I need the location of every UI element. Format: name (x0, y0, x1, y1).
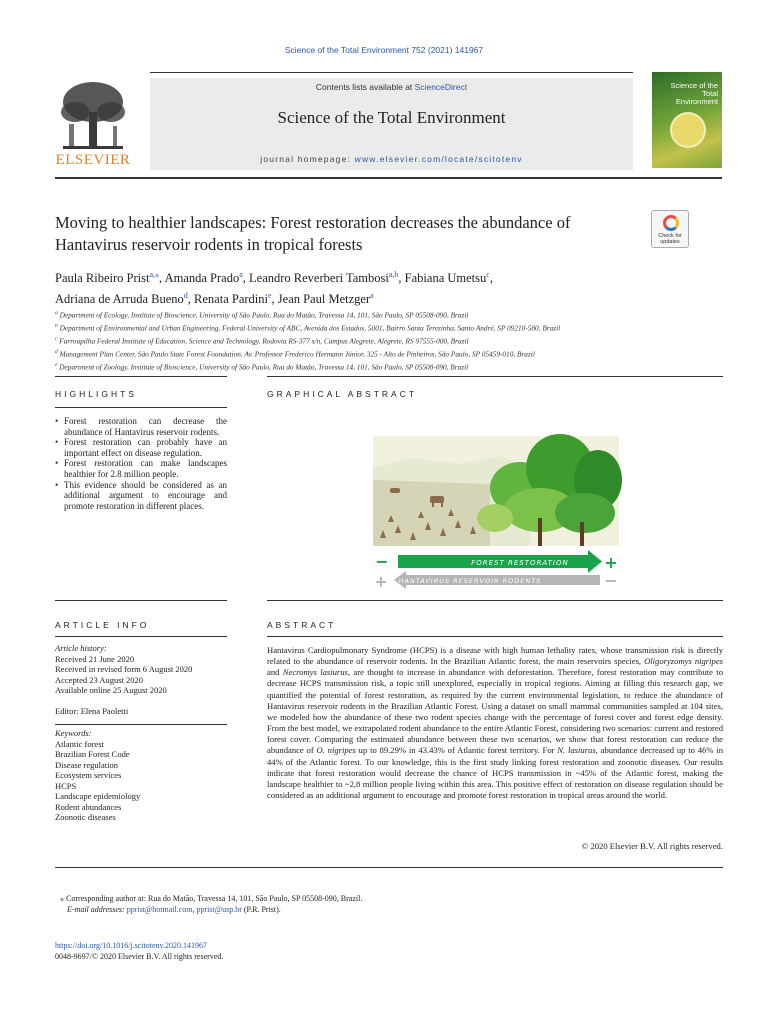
footer-rule (55, 867, 723, 868)
header-rule-bottom (55, 177, 722, 179)
graphical-abstract-image[interactable] (370, 418, 622, 593)
journal-masthead (150, 78, 633, 170)
graphical-abstract-heading: GRAPHICAL ABSTRACT (267, 389, 418, 399)
article-history-label: Article history: (55, 643, 107, 653)
contents-line: Contents lists available at ScienceDirect (315, 82, 468, 92)
affiliation-item: $^d$ Management Plan Center, São Paulo State Forest Foundation, Av. Professor Frederico Hermann Júnior, 325 - Alto de Pinheiros, São Paulo, SP 05459-010, Brazil (55, 349, 535, 359)
history-item: Accepted 23 August 2020 (55, 674, 144, 685)
author[interactable]: Leandro Reverberi Tambosi$^{a,b}$ (249, 270, 399, 286)
article-info-rule-top (55, 600, 227, 601)
highlight-item: • Forest restoration can probably have an important effect on disease regulation. (55, 437, 227, 458)
check-updates-icon (663, 215, 679, 231)
email-link[interactable]: pprist@usp.br (196, 905, 242, 914)
cover-title: Science of the Total Environment (670, 81, 718, 106)
journal-reference[interactable]: Science of the Total Environment 752 (2021) 141967 (284, 45, 484, 55)
abstract-rule-mid (267, 636, 723, 637)
keyword: Landscape epidemiology (55, 791, 141, 801)
editor: Editor: Elena Paoletti (55, 705, 129, 716)
article-title: Moving to healthier landscapes: Forest restoration decreases the abundance of Hantavirus reservoir rodents in tropical forests (55, 213, 571, 254)
highlights-rule-top (55, 376, 227, 377)
author[interactable]: Fabiana Umetsu$^c$ (404, 270, 490, 286)
keyword: Atlantic forest (55, 738, 104, 749)
history-item: Received in revised form 6 August 2020 (55, 664, 193, 674)
author[interactable]: Renata Pardini$^e$ (194, 291, 272, 307)
ga-rule-top (267, 376, 723, 377)
journal-cover-image[interactable] (652, 72, 722, 168)
doi-link[interactable]: https://doi.org/10.1016/j.scitotenv.2020.141967 (55, 941, 207, 950)
affiliation-item: $^e$ Department of Zoology, Institute of Bioscience, University of São Paulo, Rua do Matão, Travessa 14, 101, São Paulo, SP 05508-090, Brazil (55, 362, 469, 372)
journal-title: Science of the Total Environment (277, 108, 506, 127)
header-rule-top (150, 72, 633, 73)
affiliation-item: $^c$ Farroupilha Federal Institute of Education, Science and Technology, Rodovia RS-377 s/n, Campus Alegrete, Alegrete, RS 97555-000, Brazil (55, 336, 469, 346)
author[interactable]: Amanda Prado$^a$ (164, 270, 243, 286)
affiliation-item: $^a$ Department of Ecology, Institute of Bioscience, University of São Paulo, Rua do Matão, Travessa 14, 101, São Paulo, SP 05508-090, Brazil (55, 310, 469, 320)
cover-emblem (670, 112, 706, 148)
history-item: Received 21 June 2020 (55, 653, 135, 664)
keyword: Brazilian Forest Code (55, 749, 130, 759)
journal-homepage: journal homepage: www.elsevier.com/locate/scitotenv (260, 154, 523, 164)
keyword: Rodent abundances (55, 801, 122, 812)
ga-forest-restoration-arrow (375, 550, 617, 573)
affiliations (55, 308, 722, 373)
highlights-rule-bottom (55, 407, 227, 408)
highlights-heading: HIGHLIGHTS (55, 389, 137, 399)
author[interactable]: Paula Ribeiro Prist$^{a,⁎}$ (55, 270, 160, 286)
abstract-copyright: © 2020 Elsevier B.V. All rights reserved. (581, 841, 723, 851)
ga-minus-green: − (375, 552, 389, 571)
ga-forest-label: FOREST RESTORATION (471, 559, 569, 567)
abstract-heading: ABSTRACT (267, 620, 337, 630)
ga-plus-green: + (604, 553, 618, 572)
article-info-rule-mid (55, 636, 227, 637)
ga-rodent-arrow (374, 571, 617, 591)
keywords-rule (55, 724, 227, 725)
sciencedirect-link[interactable]: ScienceDirect (414, 82, 468, 92)
keyword: Disease regulation (55, 759, 119, 770)
corresponding-author-footnote: ⁎ Corresponding author at: Rua do Matão, Travessa 14, 101, São Paulo, SP 05508-090, Brazil. E-mail addresses: pprist@hotmail.com, pprist@usp.br (P.R. Prist). (60, 894, 363, 914)
history-item: Available online 25 August 2020 (55, 685, 167, 695)
ga-minus-gray: − (604, 571, 618, 590)
keyword: Ecosystem services (55, 770, 122, 780)
ga-rodent-label: HANTAVIRUS RESERVOIR RODENTS (398, 577, 542, 585)
check-updates-label: Check for updates (658, 233, 682, 245)
author[interactable]: Jean Paul Metzger$^a$ (277, 291, 374, 307)
highlight-item: • Forest restoration can make landscapes healthier for 2.8 million people. (55, 458, 227, 479)
highlights-list (55, 416, 227, 511)
journal-homepage-link[interactable]: www.elsevier.com/locate/scitotenv (354, 154, 523, 164)
author[interactable]: Adriana de Arruda Bueno$^d$ (55, 291, 188, 307)
article-info (55, 643, 227, 823)
doi-block (55, 940, 223, 962)
ga-plus-gray: + (374, 572, 388, 591)
email-link[interactable]: pprist@hotmail.com (126, 905, 193, 914)
elsevier-wordmark: ELSEVIER (55, 152, 131, 168)
highlight-item: • Forest restoration can decrease the abundance of Hantavirus reservoir rodents. (55, 416, 227, 437)
abstract-rule-top (267, 600, 723, 601)
keyword: HCPS (55, 780, 77, 791)
keywords-label: Keywords: (55, 728, 92, 738)
rights-line: 0048-9697/© 2020 Elsevier B.V. All rights reserved. (55, 952, 224, 961)
article-info-heading: ARTICLE INFO (55, 620, 150, 630)
author-list: Paula Ribeiro Prist$^{a,⁎}$, Amanda Prado$^a$, Leandro Reverberi Tambosi$^{a,b}$, Fabiana Umetsu$^c$, Adriana de Arruda Bueno$^d$, Renata Pardini$^e$, Jean Paul Metzger$^a$ (55, 270, 493, 307)
affiliation-item: $^b$ Department of Environmental and Urban Engineering, Federal University of ABC, Avenida dos Estados, 5001, Bairro Santa Terezinha, Santo André, SP 09210-580, Brazil (55, 323, 561, 333)
check-for-updates-button[interactable] (651, 210, 689, 248)
highlight-item: • This evidence should be considered as an additional argument to encourage and promote restoration in different places. (55, 480, 227, 512)
keyword: Zoonotic diseases (55, 812, 116, 822)
abstract-text: Hantavirus Cardiopulmonary Syndrome (HCPS) is a disease with high human lethality rates, whose transmission risk is directly related to the abundance of reservoir rodents. In the Brazilian Atlantic forest, the main reservoirs species, Oligoryzomys nigripes and Necromys lasiurus, are thought to increase in abundance with deforestation. Therefore, forest restoration may contribute to decrease HCPS transmission risk, a topic still unexplored, especially in tropical regions. Aiming at filling this research gap, we quantified the potential of forest restoration, as required by the current environmental legislation, to reduce the abundance of Hantavirus reservoir rodents in the Brazilian Atlantic Forest. Using a dataset on small mammal communities sampled at 104 sites, we modeled how the abundance of these two rodent species change with the percentage of forest cover and forest edge density. From the best model, we extrapolated rodent abundance to the entire Atlantic Forest, considering two scenarios: current and restored forest cover. Comparing the estimated abundance between these two scenarios, we show that forest restoration can reduce the abundance of O. nigripes up to 89.29% in 43.43% of Atlantic forest territory. For N. lasiurus, abundance decreased up to 46% in 44% of the Atlantic forest. To our knowledge, this is the first study linking forest restoration and zoonotic diseases. Our results indicate that forest restoration would decrease the chance of HCPS transmission in ~45% of the Atlantic forest, making the landscape healthier to ~2,8 million people living within this area. This positive effect of restoration on disease regulation should be considered as an additional argument to encourage and promote forest restoration in tropical areas around the world. (267, 645, 724, 801)
